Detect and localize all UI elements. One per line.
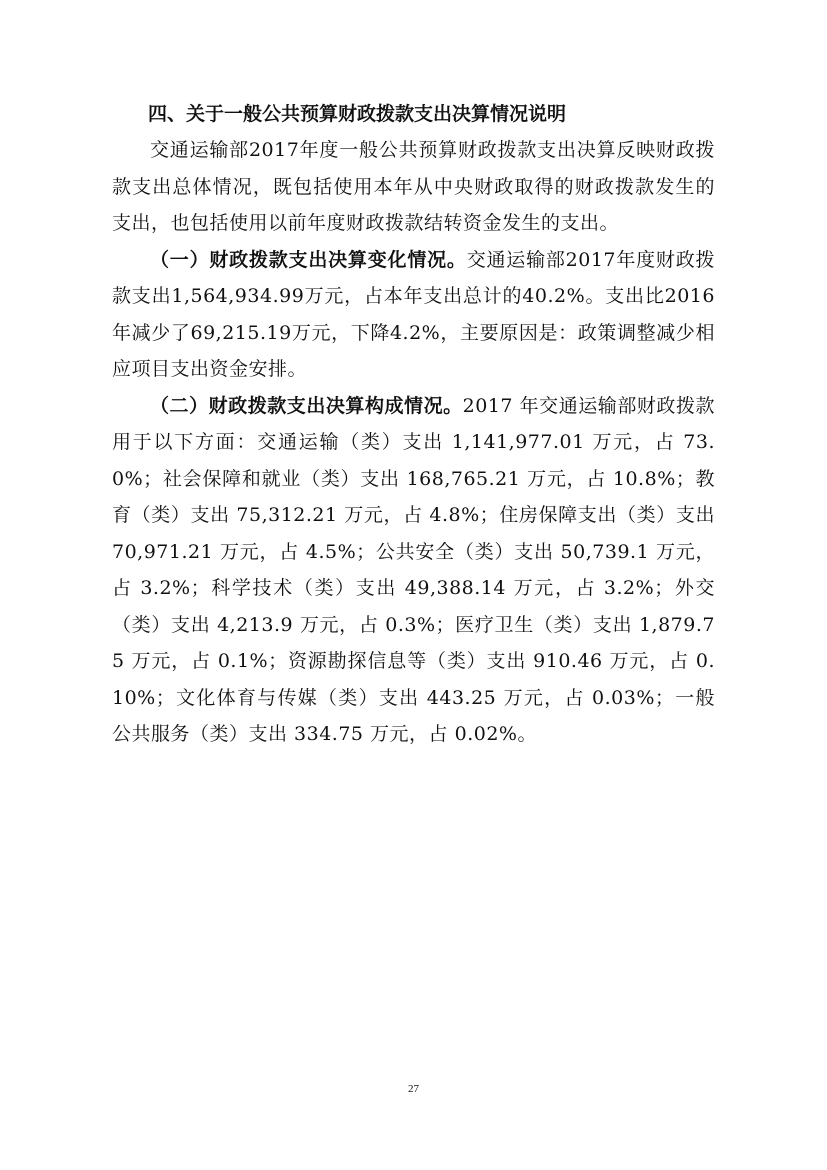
change-text: 交通运输部2017年度财政拨款支出1,564,934.99万元，占本年支出总计的40.2%。支出比2016年减少了69,215.19万元，下降4.2%，主要原因是：政策调整减少相应项目支出资金安排。 xyxy=(112,248,715,380)
change-lead: （一）财政拨款支出决算变化情况。 xyxy=(150,248,467,271)
document-body xyxy=(112,96,715,753)
composition-paragraph xyxy=(112,388,715,753)
page-number: 27 xyxy=(408,1083,419,1095)
composition-lead: （二）财政拨款支出决算构成情况。 xyxy=(150,394,463,417)
composition-text: 2017 年交通运输部财政拨款用于以下方面：交通运输（类）支出 1,141,977.01 万元，占 73.0%；社会保障和就业（类）支出 168,765.21 万元，占 10.8%；教育（类）支出 75,312.21 万元，占 4.8%；住房保障支出（类）支出 70,971.21 万元，占 4.5%；公共安全（类）支出 50,739.1 万元，占 3.2%；科学技术（类）支出 49,388.14 万元，占 3.2%；外交（类）支出 4,213.9 万元，占 0.3%；医疗卫生（类）支出 1,879.75 万元，占 0.1%；资源勘探信息等（类）支出 910.46 万元，占 0.10%；文化体育与传媒（类）支出 443.25 万元，占 0.03%；一般公共服务（类）支出 334.75 万元，占 0.02%。 xyxy=(112,394,715,745)
intro-paragraph: 交通运输部2017年度一般公共预算财政拨款支出决算反映财政拨款支出总体情况，既包括使用本年从中央财政取得的财政拨款发生的支出，也包括使用以前年度财政拨款结转资金发生的支出。 xyxy=(112,139,715,234)
change-paragraph xyxy=(112,242,715,388)
section-heading: 四、关于一般公共预算财政拨款支出决算情况说明 xyxy=(148,103,567,125)
